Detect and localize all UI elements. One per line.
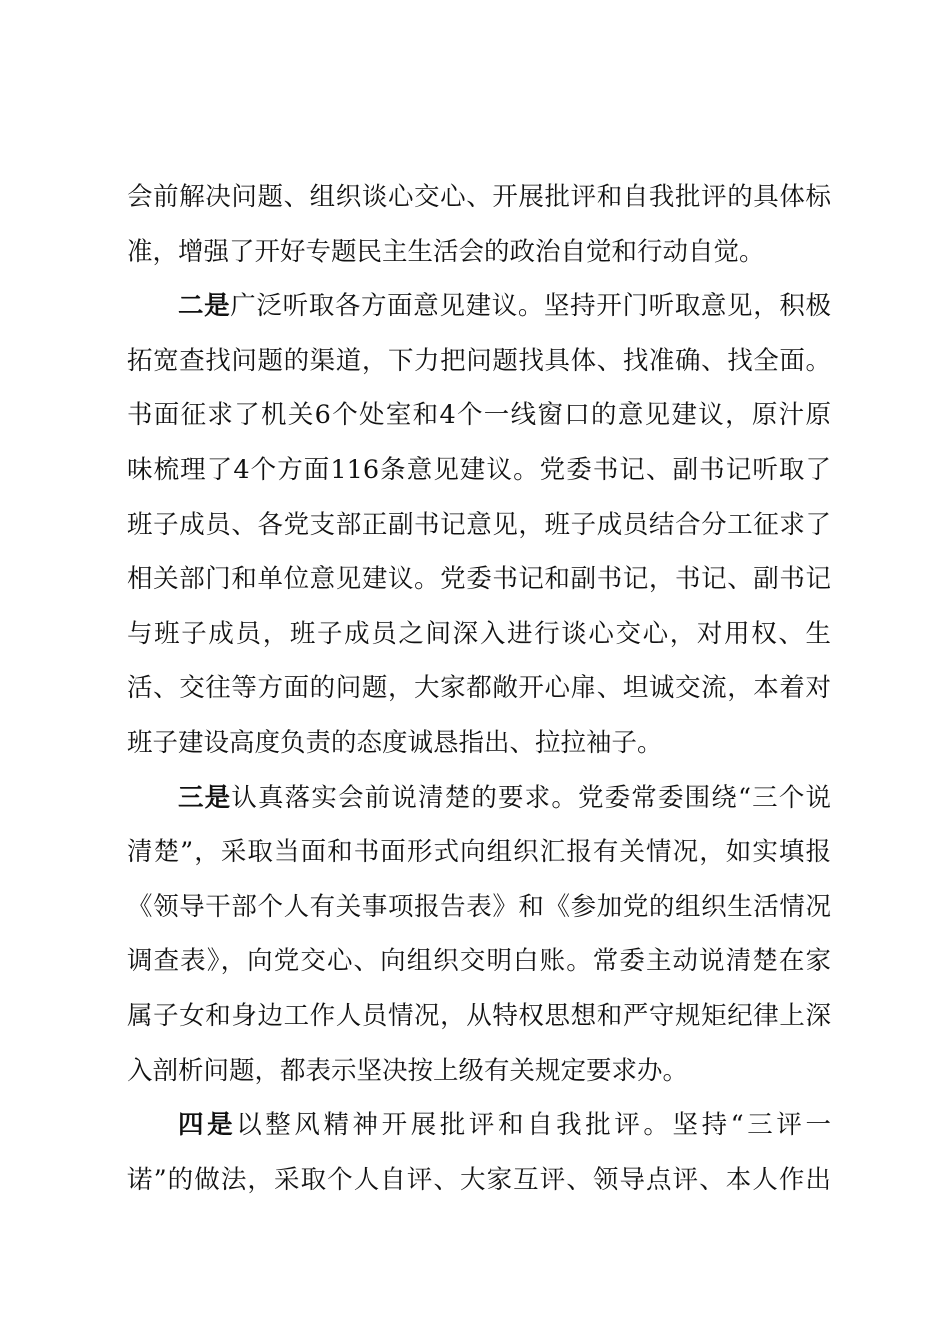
paragraph-line-text: 广泛听取各方面意见建议。坚持开门听取意见，积极 [230,291,831,322]
paragraph-line: 拓宽查找问题的渠道，下力把问题找具体、找准确、找全面。 [127,345,831,376]
paragraph-line: 相关部门和单位意见建议。党委书记和副书记，书记、副书记 [127,564,831,595]
paragraph-line: 清楚”，采取当面和书面形式向组织汇报有关情况，如实填报 [127,837,831,868]
paragraph-line: 入剖析问题，都表示坚决按上级有关规定要求办。 [127,1055,689,1086]
paragraph-line: 书面征求了机关6个处室和4个一线窗口的意见建议，原汁原 [127,400,831,431]
paragraph-line-text: 认真落实会前说清楚的要求。党委常委围绕“三个说 [231,782,831,813]
paragraph-line: 味梳理了4个方面116条意见建议。党委书记、副书记听取了 [127,454,831,485]
paragraph-line-text: 以整风精神开展批评和自我批评。坚持“三评一 [236,1110,831,1141]
paragraph-2 [127,279,831,770]
paragraph-3 [127,771,831,1099]
paragraph-line: 准，增强了开好专题民主生活会的政治自觉和行动自觉。 [127,236,765,267]
paragraph-line: 班子成员、各党支部正副书记意见，班子成员结合分工征求了 [127,509,831,540]
paragraph-lead: 三是 [178,782,232,813]
paragraph-1 [127,170,831,279]
paragraph-line: 诺”的做法，采取个人自评、大家互评、领导点评、本人作出 [127,1164,831,1195]
paragraph-4 [127,1098,831,1207]
paragraph-first-line [127,1098,831,1153]
paragraph-first-line [127,771,831,826]
paragraph-line: 《领导干部个人有关事项报告表》和《参加党的组织生活情况 [127,891,831,922]
paragraph-line: 活、交往等方面的问题，大家都敞开心扉、坦诚交流，本着对 [127,673,831,704]
paragraph-line: 调查表》，向党交心、向组织交明白账。常委主动说清楚在家 [127,946,831,977]
paragraph-line: 会前解决问题、组织谈心交心、开展批评和自我批评的具体标 [127,182,831,212]
paragraph-lead: 二是 [178,291,231,322]
document-body [127,170,831,1207]
paragraph-line: 与班子成员，班子成员之间深入进行谈心交心，对用权、生 [127,618,831,649]
paragraph-line: 班子建设高度负责的态度诚恳指出、拉拉袖子。 [127,727,663,758]
paragraph-line: 属子女和身边工作人员情况，从特权思想和严守规矩纪律上深 [127,1000,831,1031]
paragraph-first-line [127,279,831,334]
paragraph-lead: 四是 [178,1110,237,1141]
